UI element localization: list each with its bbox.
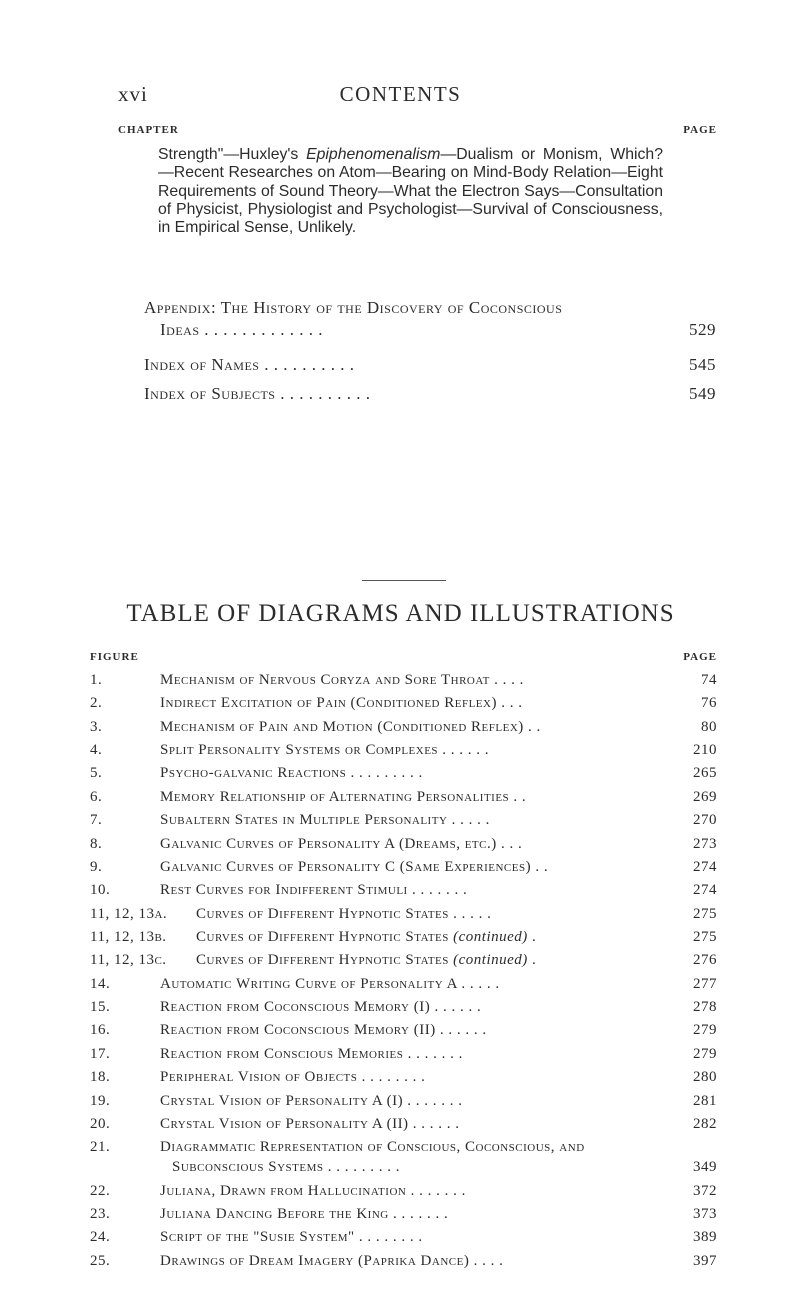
figure-row [0, 1069, 801, 1095]
figure-page: 74 [701, 672, 717, 688]
figure-row [0, 1253, 801, 1279]
figure-number: 11, 12, 13a. [90, 906, 168, 922]
figure-title-italic: (continued) [453, 929, 528, 945]
figure-number: 11, 12, 13c. [90, 952, 167, 968]
figure-page: 373 [693, 1206, 717, 1222]
figure-number: 11, 12, 13b. [90, 929, 167, 945]
figure-number: 23. [90, 1206, 111, 1222]
figure-title: Reaction from Coconscious Memory (II) . . . . . . [160, 1022, 487, 1038]
figure-number: 20. [90, 1116, 111, 1132]
figure-number: 21. [90, 1139, 111, 1155]
index-names-page: 545 [689, 355, 716, 374]
figure-number: 3. [90, 719, 103, 735]
figure-title-tail: . [527, 929, 537, 945]
figure-number: 18. [90, 1069, 111, 1085]
figure-number: 22. [90, 1183, 111, 1199]
figure-row [0, 1229, 801, 1255]
figure-title: Crystal Vision of Personality A (II) . . . . . . [160, 1116, 460, 1132]
figure-number: 10. [90, 882, 111, 898]
figure-title: Mechanism of Nervous Coryza and Sore Throat . . . . [160, 672, 524, 688]
figure-number: 14. [90, 976, 111, 992]
figure-page: 273 [693, 836, 717, 852]
figure-page: 270 [693, 812, 717, 828]
figure-number: 7. [90, 812, 103, 828]
figure-title: Galvanic Curves of Personality A (Dreams, etc.) . . . [160, 836, 523, 852]
figure-row [0, 1139, 801, 1187]
figure-title: Script of the "Susie System" . . . . . . . . [160, 1229, 423, 1245]
figure-row [0, 812, 801, 838]
figure-number: 16. [90, 1022, 111, 1038]
figure-number: 8. [90, 836, 103, 852]
figure-title-cont: Subconscious Systems . . . . . . . . . [172, 1159, 400, 1175]
figure-page: 349 [693, 1159, 717, 1175]
figure-page: 274 [693, 882, 717, 898]
figure-number: 15. [90, 999, 111, 1015]
page-number: xvi [118, 82, 148, 106]
running-title: CONTENTS [339, 82, 462, 106]
figure-title: Psycho-galvanic Reactions . . . . . . . . . [160, 765, 423, 781]
figure-label: FIGURE [90, 651, 139, 663]
figure-page: 279 [693, 1022, 717, 1038]
figure-page: 80 [701, 719, 717, 735]
index-subjects-title: Index of Subjects . . . . . . . . . . [144, 384, 371, 403]
figure-page: 276 [693, 952, 717, 968]
figure-title-italic: (continued) [453, 952, 528, 968]
figure-number: 4. [90, 742, 103, 758]
figure-title: Memory Relationship of Alternating Personalities . . [160, 789, 527, 805]
figure-page: 389 [693, 1229, 717, 1245]
figure-title: Subaltern States in Multiple Personality . . . . . [160, 812, 490, 828]
figure-page: 265 [693, 765, 717, 781]
figure-number: 5. [90, 765, 103, 781]
summary-rest: —Dualism or Monism, Which?—Recent Researches on Atom—Bearing on Mind-Body Relation—Eight Requirements of Sound Theory—What the Electron Says—Consultation of Physicist, Physiologist and Psychologist—Survival of Consciousness, in Empirical Sense, Unlikely. [158, 146, 663, 237]
figure-title: Juliana, Drawn from Hallucination . . . . . . . [160, 1183, 466, 1199]
figure-page: 275 [693, 929, 717, 945]
figure-title: Indirect Excitation of Pain (Conditioned Reflex) . . . [160, 695, 523, 711]
figure-title: Galvanic Curves of Personality C (Same Experiences) . . [160, 859, 549, 875]
figure-number: 24. [90, 1229, 111, 1245]
appendix-page: 529 [689, 320, 716, 339]
figure-number: 25. [90, 1253, 111, 1269]
index-subjects-entry [144, 383, 716, 407]
figure-title: Mechanism of Pain and Motion (Conditioned Reflex) . . [160, 719, 541, 735]
figure-title: Automatic Writing Curve of Personality A . . . . . [160, 976, 500, 992]
figure-page: 279 [693, 1046, 717, 1062]
figure-number: 9. [90, 859, 103, 875]
figure-title: Curves of Different Hypnotic States . . . . . [196, 906, 492, 922]
figure-page: 76 [701, 695, 717, 711]
figure-page: 282 [693, 1116, 717, 1132]
figure-page: 280 [693, 1069, 717, 1085]
figure-number: 2. [90, 695, 103, 711]
appendix-entry [144, 297, 716, 343]
figure-row [0, 882, 801, 908]
figure-row [0, 1022, 801, 1048]
figure-number: 17. [90, 1046, 111, 1062]
figure-number: 6. [90, 789, 103, 805]
figure-page: 274 [693, 859, 717, 875]
figure-number: 1. [90, 672, 103, 688]
figure-page: 397 [693, 1253, 717, 1269]
figure-page: 275 [693, 906, 717, 922]
figure-title: Crystal Vision of Personality A (I) . . . . . . . [160, 1093, 463, 1109]
appendix-title-cont: Ideas . . . . . . . . . . . . . [160, 320, 323, 339]
summary-lead: Strength"—Huxley's [158, 146, 307, 163]
figure-title: Diagrammatic Representation of Conscious, Coconscious, and [160, 1139, 585, 1155]
figure-page: 281 [693, 1093, 717, 1109]
figure-title: Split Personality Systems or Complexes . . . . . . [160, 742, 490, 758]
page-label: PAGE [683, 124, 717, 136]
running-head [0, 82, 801, 112]
figure-title: Reaction from Conscious Memories . . . . . . . [160, 1046, 463, 1062]
figure-row [0, 695, 801, 721]
chapter-summary [158, 146, 663, 237]
table-page-label: PAGE [683, 651, 717, 663]
figure-row [0, 952, 801, 978]
index-subjects-page: 549 [689, 384, 716, 403]
table-title: TABLE OF DIAGRAMS AND ILLUSTRATIONS [126, 600, 675, 627]
figure-title: Drawings of Dream Imagery (Paprika Dance) . . . . [160, 1253, 504, 1269]
index-names-title: Index of Names . . . . . . . . . . [144, 355, 355, 374]
figure-title-main: Curves of Different Hypnotic States [196, 952, 454, 968]
figure-title: Juliana Dancing Before the King . . . . . . . [160, 1206, 449, 1222]
figure-title: Reaction from Coconscious Memory (I) . . . . . . [160, 999, 482, 1015]
section-divider [362, 580, 446, 581]
chapter-label: CHAPTER [118, 124, 179, 136]
figure-title: Peripheral Vision of Objects . . . . . . . . [160, 1069, 426, 1085]
figure-page: 210 [693, 742, 717, 758]
figure-page: 278 [693, 999, 717, 1015]
figure-title: Rest Curves for Indifferent Stimuli . . . . . . . [160, 882, 468, 898]
figure-number: 19. [90, 1093, 111, 1109]
figure-title-tail: . [527, 952, 537, 968]
appendix-title: Appendix: The History of the Discovery of Coconscious [144, 298, 563, 317]
index-names-entry [144, 354, 716, 378]
figure-title-main: Curves of Different Hypnotic States [196, 929, 454, 945]
figure-row [0, 765, 801, 791]
figure-page: 372 [693, 1183, 717, 1199]
summary-italic: Epiphenomenalism [306, 146, 441, 163]
figure-page: 269 [693, 789, 717, 805]
figure-page: 277 [693, 976, 717, 992]
